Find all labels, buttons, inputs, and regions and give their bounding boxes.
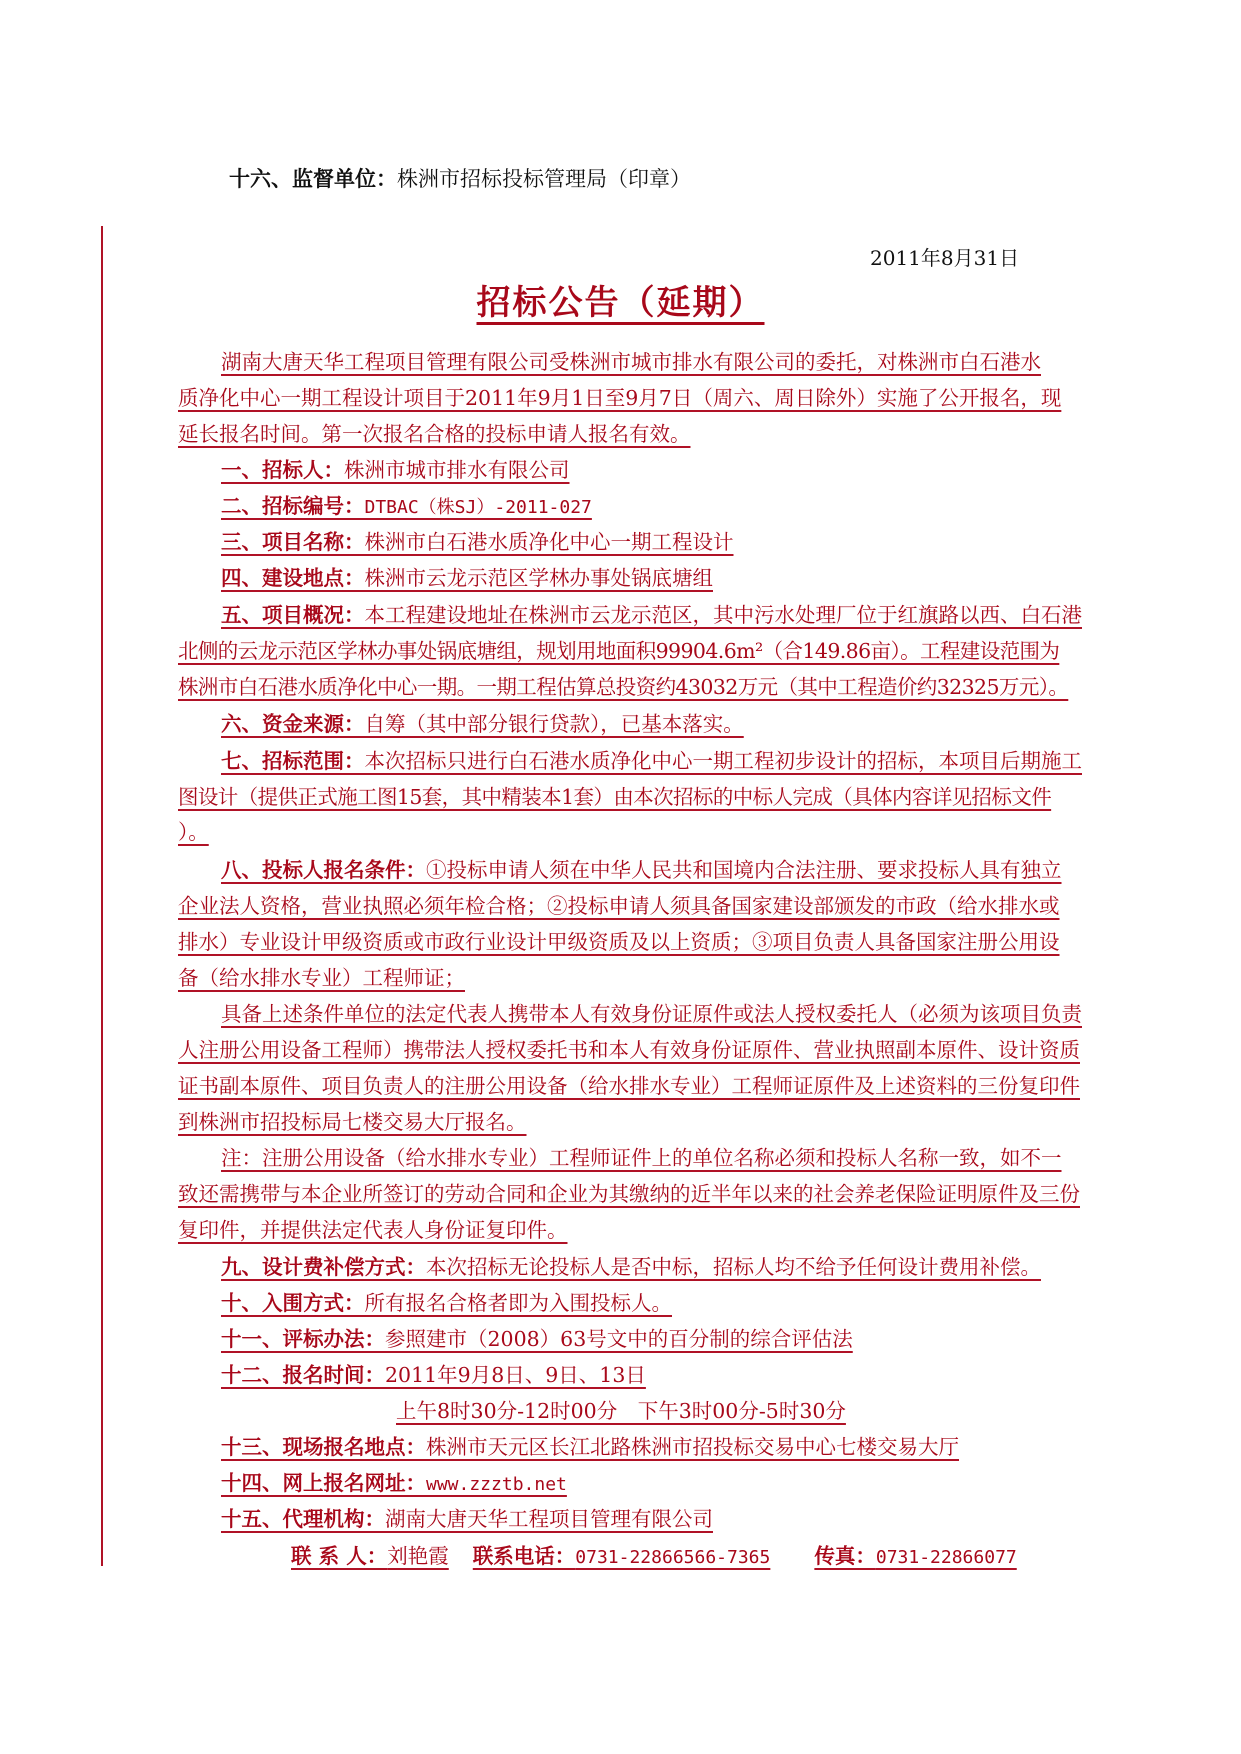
item-11 — [221, 1322, 853, 1352]
notice-date: 2011年8月31日 — [870, 246, 1020, 270]
item-5-line-1 — [221, 598, 1082, 628]
item-7-label: 七、招标范围： — [221, 749, 365, 773]
contact-person: 刘艳霞 — [387, 1544, 449, 1568]
contact-person-label: 联 系 人： — [291, 1544, 388, 1568]
item-11-label: 十一、评标办法： — [221, 1327, 385, 1351]
item-15 — [221, 1502, 713, 1532]
item-8-line-1 — [221, 853, 1062, 883]
item-1-label: 一、招标人： — [221, 458, 344, 482]
item-6-label: 六、资金来源： — [221, 712, 365, 736]
item-12-label: 十二、报名时间： — [221, 1363, 385, 1387]
contact-fax: 0731-22866077 — [875, 1547, 1017, 1568]
item-8-line-4: 备（给水排水专业）工程师证； — [178, 966, 465, 990]
item-12 — [221, 1358, 646, 1388]
requirements-line-4: 到株洲市招投标局七楼交易大厅报名。 — [178, 1110, 527, 1134]
item-9 — [221, 1250, 1041, 1280]
item-12-value: 2011年9月8日、9日、13日 — [385, 1363, 646, 1387]
item-4 — [221, 561, 713, 591]
item-3-value: 株洲市白石港水质净化中心一期工程设计 — [364, 530, 734, 554]
item-6 — [221, 707, 744, 737]
contact-phone-label: 联系电话： — [472, 1544, 576, 1568]
item-4-label: 四、建设地点： — [221, 566, 365, 590]
item-5-line-3: 株洲市白石港水质净化中心一期。一期工程估算总投资约43032万元（其中工程造价约32325万元）。 — [178, 675, 1069, 699]
item-7-line-2: 图设计（提供正式施工图15套，其中精装本1套）由本次招标的中标人完成（具体内容详见招标文件 — [178, 785, 1052, 809]
supervision-line — [229, 163, 691, 193]
item-10-value: 所有报名合格者即为入围投标人。 — [364, 1291, 672, 1315]
item-11-value: 参照建市（2008）63号文中的百分制的综合评估法 — [385, 1327, 853, 1351]
item-10 — [221, 1286, 672, 1316]
intro-line-1: 湖南大唐天华工程项目管理有限公司受株洲市城市排水有限公司的委托，对株洲市白石港水 — [221, 350, 1041, 374]
item-9-label: 九、设计费补偿方式： — [221, 1255, 426, 1279]
note-line-1: 注：注册公用设备（给水排水专业）工程师证件上的单位名称必须和投标人名称一致，如不一 — [221, 1146, 1062, 1170]
item-8-line-2: 企业法人资格，营业执照必须年检合格；②投标申请人须具备国家建设部颁发的市政（给水排水或 — [178, 894, 1060, 918]
supervision-label: 十六、监督单位： — [229, 166, 397, 191]
item-5-label: 五、项目概况： — [221, 603, 365, 627]
item-8-label: 八、投标人报名条件： — [221, 858, 426, 882]
note-line-2: 致还需携带与本企业所签订的劳动合同和企业为其缴纳的近半年以来的社会养老保险证明原件及三份 — [178, 1182, 1080, 1206]
item-7-text-1: 本次招标只进行白石港水质净化中心一期工程初步设计的招标，本项目后期施工 — [364, 749, 1082, 773]
item-14-label: 十四、网上报名网址： — [221, 1471, 426, 1495]
requirements-line-1: 具备上述条件单位的法定代表人携带本人有效身份证原件或法人授权委托人（必须为该项目负责 — [221, 1002, 1082, 1026]
item-15-label: 十五、代理机构： — [221, 1507, 385, 1531]
page-title — [0, 275, 1241, 324]
item-15-value: 湖南大唐天华工程项目管理有限公司 — [385, 1507, 713, 1531]
contact-fax-label: 传真： — [814, 1544, 876, 1568]
item-8-line-3: 排水）专业设计甲级资质或市政行业设计甲级资质及以上资质；③项目负责人具备国家注册公用设 — [178, 930, 1060, 954]
item-14 — [221, 1466, 567, 1496]
item-2 — [221, 489, 592, 519]
item-13-value: 株洲市天元区长江北路株洲市招投标交易中心七楼交易大厅 — [426, 1435, 959, 1459]
item-3-label: 三、项目名称： — [221, 530, 365, 554]
item-7-line-1 — [221, 744, 1082, 774]
item-6-value: 自筹（其中部分银行贷款），已基本落实。 — [364, 712, 744, 736]
item-8-text-1: ①投标申请人须在中华人民共和国境内合法注册、要求投标人具有独立 — [426, 858, 1062, 882]
item-14-value: www.zzztb.net — [426, 1474, 567, 1495]
item-5-text-1: 本工程建设地址在株洲市云龙示范区，其中污水处理厂位于红旗路以西、白石港 — [364, 603, 1082, 627]
contact-phone: 0731-22866566-7365 — [575, 1547, 771, 1568]
item-3 — [221, 525, 734, 555]
contact-line — [291, 1539, 1017, 1569]
margin-rule — [101, 226, 103, 1566]
page-title-text: 招标公告（延期） — [476, 283, 765, 323]
note-line-3: 复印件，并提供法定代表人身份证复印件。 — [178, 1218, 568, 1242]
item-7-line-3: ）。 — [178, 820, 209, 844]
requirements-line-2: 人注册公用设备工程师）携带法人授权委托书和本人有效身份证原件、营业执照副本原件、设计资质 — [178, 1038, 1080, 1062]
item-2-label: 二、招标编号： — [221, 494, 365, 518]
item-12-hours: 上午8时30分-12时00分 下午3时00分-5时30分 — [396, 1399, 846, 1423]
item-9-value: 本次招标无论投标人是否中标，招标人均不给予任何设计费用补偿。 — [426, 1255, 1041, 1279]
intro-line-2: 质净化中心一期工程设计项目于2011年9月1日至9月7日（周六、周日除外）实施了公开报名，现 — [178, 386, 1062, 410]
item-2-value: DTBAC（株SJ）-2011-027 — [364, 497, 592, 518]
item-1 — [221, 453, 570, 483]
requirements-line-3: 证书副本原件、项目负责人的注册公用设备（给水排水专业）工程师证原件及上述资料的三份复印件 — [178, 1074, 1080, 1098]
item-13 — [221, 1430, 959, 1460]
item-4-value: 株洲市云龙示范区学林办事处锅底塘组 — [364, 566, 713, 590]
item-1-value: 株洲市城市排水有限公司 — [344, 458, 570, 482]
item-5-line-2: 北侧的云龙示范区学林办事处锅底塘组，规划用地面积99904.6m²（合149.86亩）。工程建设范围为 — [178, 639, 1060, 663]
intro-line-3: 延长报名时间。第一次报名合格的投标申请人报名有效。 — [178, 422, 691, 446]
item-13-label: 十三、现场报名地点： — [221, 1435, 426, 1459]
item-10-label: 十、入围方式： — [221, 1291, 365, 1315]
supervision-value: 株洲市招标投标管理局（印章） — [397, 167, 691, 191]
